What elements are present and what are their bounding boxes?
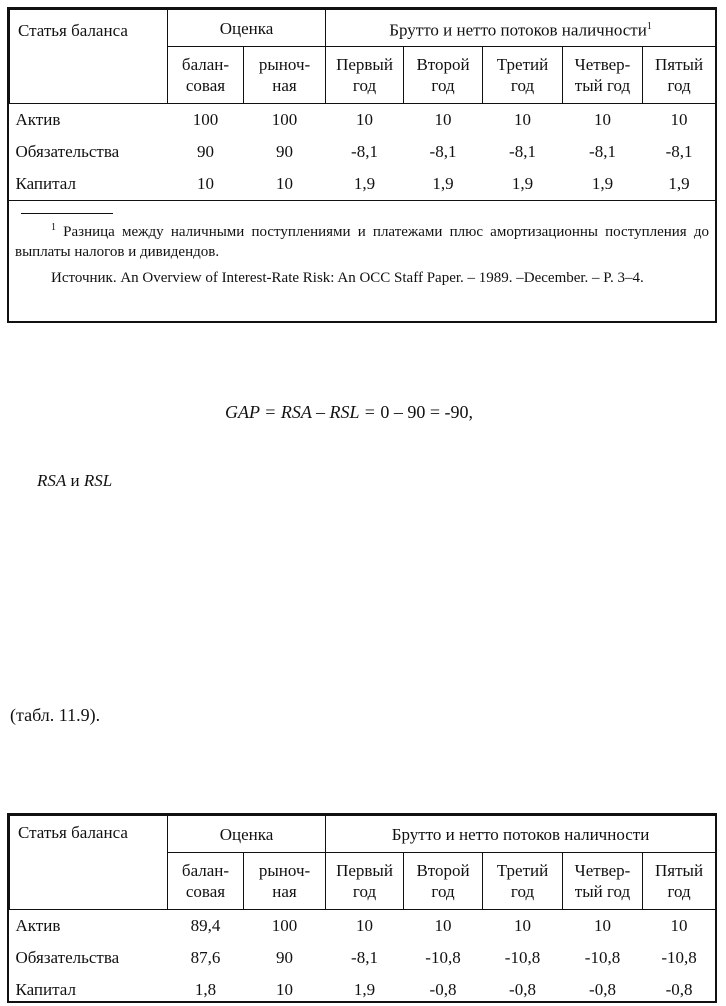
table-row bbox=[10, 136, 716, 168]
subheader-cell: Первый год bbox=[326, 47, 404, 104]
source-text: Источник. An Overview of Interest-Rate Risk: An OCC Staff Paper. – 1989. –December. – P. 3–4. bbox=[51, 270, 644, 286]
table-cell: -8,1 bbox=[589, 142, 616, 161]
rsa-rsl-text: RSA и RSL bbox=[37, 471, 113, 490]
table-row bbox=[10, 910, 716, 943]
table-cell: 10 bbox=[514, 916, 532, 935]
table-cell: 90 bbox=[197, 142, 214, 161]
table-cell: -0,8 bbox=[429, 980, 457, 999]
table-cell: 100 bbox=[271, 916, 298, 935]
table-cell: 10 bbox=[197, 174, 214, 193]
table-cell: -8,1 bbox=[351, 948, 378, 967]
table-cell: 10 bbox=[514, 110, 532, 129]
table-1-notes bbox=[9, 213, 715, 288]
subheader-cell: Второй год bbox=[404, 853, 483, 910]
table-cell: 90 bbox=[276, 142, 293, 161]
row-label: Капитал bbox=[15, 980, 76, 999]
subheader-cell: Третий год bbox=[483, 47, 563, 104]
table-cell: 1,8 bbox=[194, 980, 217, 999]
table-cell: 10 bbox=[276, 174, 293, 193]
subheader-cell: балан- совая bbox=[168, 853, 244, 910]
table-cell: -8,1 bbox=[429, 142, 457, 161]
subheader-cell: рыноч- ная bbox=[244, 853, 326, 910]
subheader-cell: Первый год bbox=[326, 853, 404, 910]
table-cell: -8,1 bbox=[509, 142, 536, 161]
table-cell: 1,9 bbox=[591, 174, 614, 193]
header-item: Статья баланса bbox=[10, 816, 168, 910]
header-flows: Брутто и нетто потоков наличности$^1$ bbox=[326, 10, 716, 47]
table-cell: -10,8 bbox=[584, 948, 621, 967]
subheader-cell: Второй год bbox=[404, 47, 483, 104]
table-cell: 90 bbox=[276, 948, 293, 967]
footnote-rule bbox=[21, 213, 113, 214]
subheader-cell: Пятый год bbox=[643, 47, 716, 104]
footnote-text: $^1$ Разница между наличными поступлениями и платежами плюс амортизационны поступления до выплаты налогов и дивидендов. bbox=[15, 222, 709, 260]
table-cell: -8,1 bbox=[351, 142, 378, 161]
table-cell: 10 bbox=[356, 110, 374, 129]
table-cell: 100 bbox=[271, 110, 298, 129]
table-cell: 10 bbox=[594, 110, 612, 129]
table-cell: 1,9 bbox=[353, 174, 376, 193]
table-cell: -0,8 bbox=[509, 980, 536, 999]
table-cell: 10 bbox=[356, 916, 374, 935]
table-cell: 10 bbox=[434, 110, 452, 129]
gap-formula: GAP = RSA – RSL = 0 – 90 = -90, bbox=[225, 402, 473, 422]
table-cell: -8,1 bbox=[665, 142, 693, 161]
subheader-cell: Пятый год bbox=[643, 853, 716, 910]
balance-table-2-grid bbox=[9, 815, 716, 1006]
table-cell: 10 bbox=[434, 916, 452, 935]
table-cell: 1,9 bbox=[432, 174, 454, 193]
table-cell: 89,4 bbox=[190, 916, 221, 935]
row-label: Капитал bbox=[15, 174, 76, 193]
table-cell: -10,8 bbox=[504, 948, 541, 967]
subheader-cell: Третий год bbox=[483, 853, 563, 910]
row-label: Обязательства bbox=[15, 948, 120, 967]
table-cell: -0,8 bbox=[665, 980, 693, 999]
row-label: Обязательства bbox=[15, 142, 120, 161]
table-cell: 1,9 bbox=[668, 174, 690, 193]
table-row bbox=[10, 942, 716, 974]
table-cell: 1,9 bbox=[511, 174, 534, 193]
header-item: Статья баланса bbox=[10, 10, 168, 104]
table-cell: 10 bbox=[670, 916, 688, 935]
footnote-mark: 1 bbox=[646, 20, 652, 32]
table-cell: 10 bbox=[594, 916, 612, 935]
balance-table-1 bbox=[7, 7, 717, 323]
table-row bbox=[10, 974, 716, 1006]
table-row bbox=[10, 168, 716, 200]
table-cell: -10,8 bbox=[661, 948, 697, 967]
table-cell: 100 bbox=[192, 110, 219, 129]
table-cell: -0,8 bbox=[589, 980, 616, 999]
table-cell: -10,8 bbox=[425, 948, 461, 967]
header-estimate: Оценка bbox=[168, 816, 326, 853]
table-cell: 87,6 bbox=[190, 948, 221, 967]
row-label: Актив bbox=[15, 110, 61, 129]
table-cell: 10 bbox=[670, 110, 688, 129]
balance-table-1-grid bbox=[9, 9, 716, 200]
table-row bbox=[10, 104, 716, 137]
row-label: Актив bbox=[15, 916, 61, 935]
subheader-cell: Четвер- тый год bbox=[563, 47, 643, 104]
subheader-cell: Четвер- тый год bbox=[563, 853, 643, 910]
header-estimate: Оценка bbox=[168, 10, 326, 47]
table-reference: (табл. 11.9). bbox=[10, 705, 101, 725]
subheader-cell: балан- совая bbox=[168, 47, 244, 104]
subheader-cell: рыноч- ная bbox=[244, 47, 326, 104]
balance-table-2 bbox=[7, 813, 717, 1003]
table-cell: 1,9 bbox=[353, 980, 376, 999]
header-flows: Брутто и нетто потоков наличности bbox=[326, 816, 716, 853]
table-cell: 10 bbox=[276, 980, 293, 999]
